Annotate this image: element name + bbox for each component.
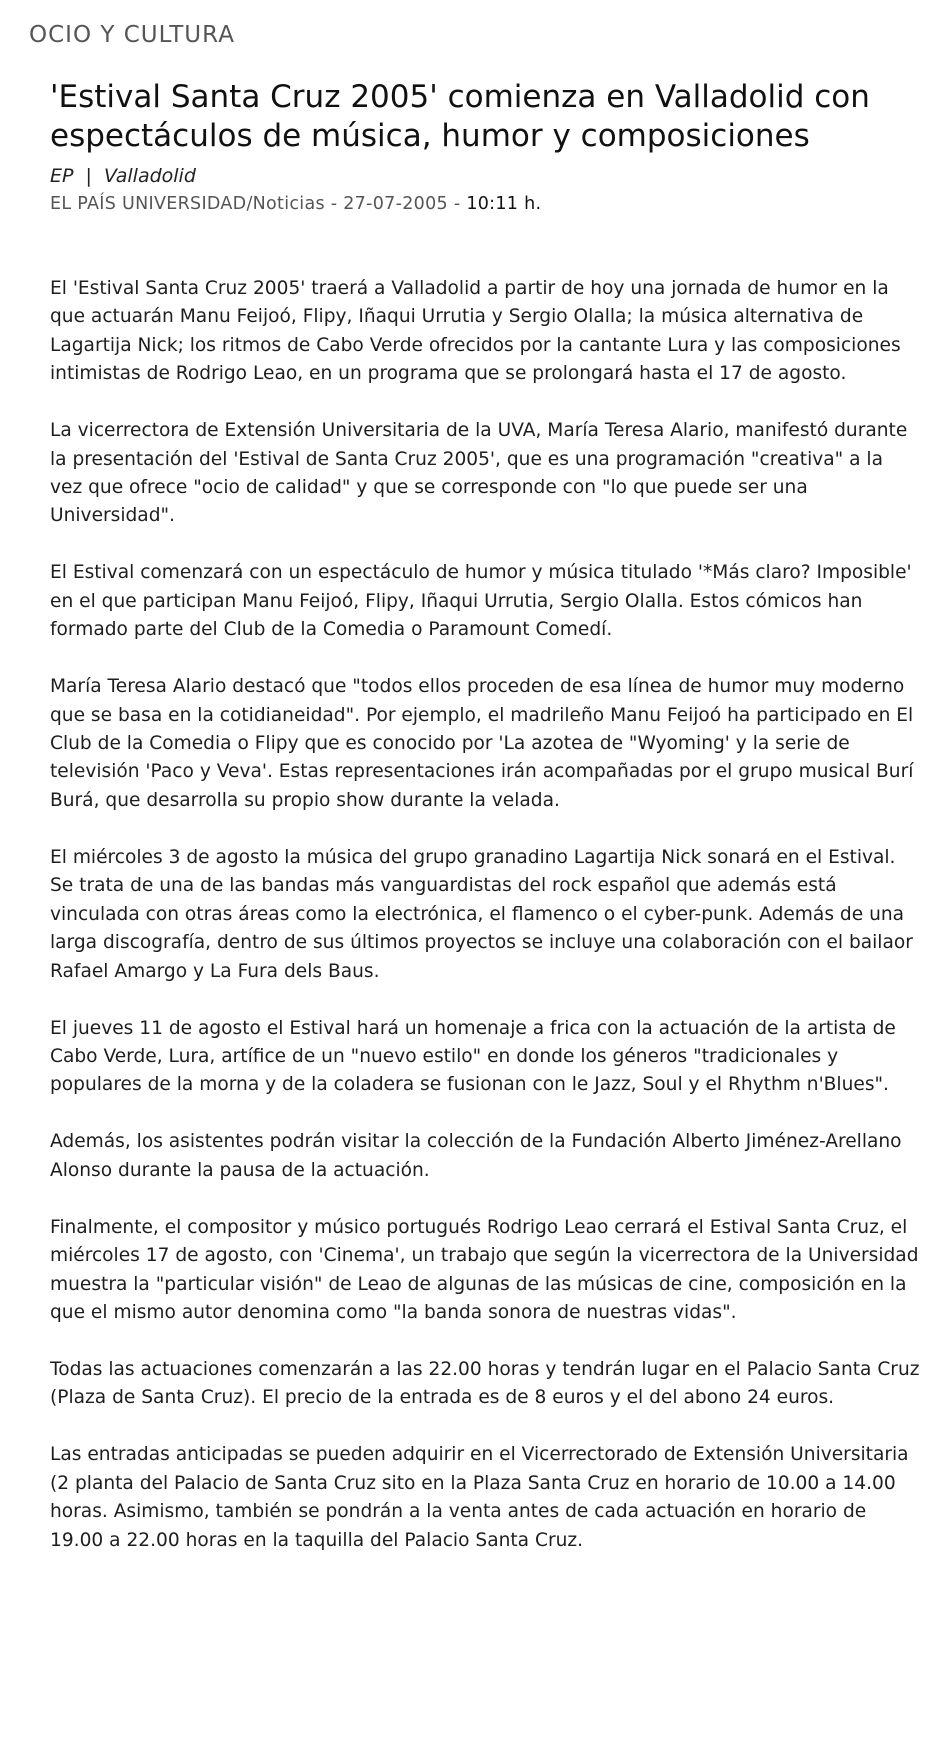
paragraph: Finalmente, el compositor y músico portugués Rodrigo Leao cerrará el Estival Santa Cruz, el miércoles 17 de agosto, con 'Cinema', un trabajo que según la vicerrectora de la Universidad muestra la "particular visión" de Leao de algunas de las músicas de cine, composición en la que el mismo autor denomina como "la banda sonora de nuestras vidas". [50,1216,919,1323]
article-body [50,275,920,1584]
paragraph: Además, los asistentes podrán visitar la colección de la Fundación Alberto Jiménez-Arellano Alonso durante la pausa de la actuación. [50,1131,902,1181]
paragraph: El 'Estival Santa Cruz 2005' traerá a Valladolid a partir de hoy una jornada de humor en la que actuarán Manu Feijoó, Flipy, Iñaqui Urrutia y Sergio Olalla; la música alternativa de Lagartija Nick; los ritmos de Cabo Verde ofrecidos por la cantante Lura y las composiciones intimistas de Rodrigo Leao, en un programa que se prolongará hasta el 17 de agosto. [50,278,901,385]
meta-separator-1: - [330,194,344,214]
paragraph: La vicerrectora de Extensión Universitaria de la UVA, María Teresa Alario, manifestó durante la presentación del 'Estival de Santa Cruz 2005', que es una programación "creativa" a la vez que ofrece "ocio de calidad" y que se corresponde con "lo que puede ser una Universidad". [50,420,908,527]
byline-city: Valladolid [103,165,196,187]
byline-agency: EP [50,165,74,187]
section-label: OCIO Y CULTURA [29,22,235,48]
paragraph: El Estival comenzará con un espectáculo de humor y música titulado '*Más claro? Imposible' en el que participan Manu Feijoó, Flipy, Iñaqui Urrutia, Sergio Olalla. Estos cómicos han formado parte del Club de la Comedia o Paramount Comedí. [50,562,912,641]
paragraph: Todas las actuaciones comenzarán a las 22.00 horas y tendrán lugar en el Palacio Santa Cruz (Plaza de Santa Cruz). El precio de la entrada es de 8 euros y el del abono 24 euros. [50,1358,920,1409]
meta-separator-2: - [453,194,467,214]
headline: 'Estival Santa Cruz 2005' comienza en Valladolid con espectáculos de música, humor y composiciones [50,79,870,154]
meta-time: 10:11 h. [466,194,542,214]
byline [50,165,196,187]
meta-date: 27-07-2005 [343,194,448,214]
paragraph: María Teresa Alario destacó que "todos ellos proceden de esa línea de humor muy moderno que se basa en la cotidianeidad". Por ejemplo, el madrileño Manu Feijoó ha participado en El Club de la Comedia o Flipy que es conocido por 'La azotea de "Wyoming' y la serie de televisión 'Paco y Veva'. Estas representaciones irán acompañadas por el grupo musical Burí Burá, que desarrolla su propio show durante la velada. [50,676,914,811]
paragraph: El jueves 11 de agosto el Estival hará un homenaje a frica con la actuación de la artista de Cabo Verde, Lura, artífice de un "nuevo estilo" en donde los géneros "tradicionales y populares de la morna y de la coladera se fusionan con le Jazz, Soul y el Rhythm n'Blues". [50,1017,896,1096]
article-meta [50,194,541,214]
byline-separator: | [85,165,92,187]
meta-source: EL PAÍS UNIVERSIDAD/Noticias [50,194,325,214]
paragraph: El miércoles 3 de agosto la música del grupo granadino Lagartija Nick sonará en el Estival. Se trata de una de las bandas más vanguardistas del rock español que además está vinculada con otras áreas como la electrónica, el flamenco o el cyber-punk. Además de una larga discografía, dentro de sus últimos proyectos se incluye una colaboración con el bailaor Rafael Amargo y La Fura dels Baus. [50,846,913,982]
paragraph: Las entradas anticipadas se pueden adquirir en el Vicerrectorado de Extensión Universitaria (2 planta del Palacio de Santa Cruz sito en la Plaza Santa Cruz en horario de 10.00 a 14.00 horas. Asimismo, también se pondrán a la venta antes de cada actuación en horario de 19.00 a 22.00 horas en la taquilla del Palacio Santa Cruz. [50,1444,909,1551]
